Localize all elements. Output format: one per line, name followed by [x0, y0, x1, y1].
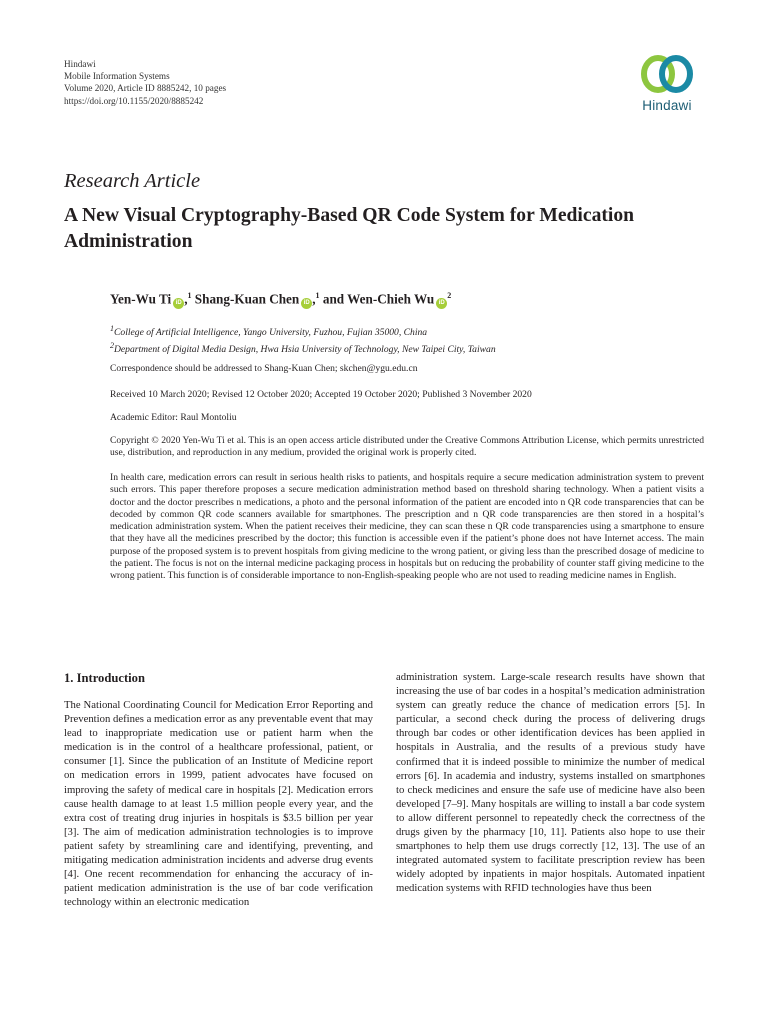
publication-dates: Received 10 March 2020; Revised 12 October 2020; Accepted 19 October 2020; Published 3 November 2020 — [110, 389, 532, 400]
affiliations — [110, 323, 496, 357]
logo-text: Hindawi — [642, 98, 692, 113]
paper-title: A New Visual Cryptography-Based QR Code System for Medication Administration — [64, 205, 635, 252]
copyright-notice: Copyright © 2020 Yen-Wu Ti et al. This is an open access article distributed under the Creative Commons Attribution License, which permits unrestricted use, distribution, and reproduction in any medium, provided the original work is properly cited. — [110, 435, 704, 459]
author-list: Yen-Wu Ti iD ,$^1$ Shang-Kuan Chen iD ,$^1$ and Wen-Chieh Wu $iD^2$ — [110, 291, 451, 309]
hindawi-logo — [630, 52, 704, 113]
journal-name: Mobile Information Systems — [64, 71, 170, 82]
orcid-icon[interactable]: iD — [301, 298, 312, 309]
affiliation: $^2$Department of Digital Media Design, Hwa Hsia University of Technology, New Taipei City, Taiwan — [110, 340, 496, 355]
publisher-name: Hindawi — [64, 59, 96, 69]
journal-header — [64, 58, 226, 107]
volume-info: Volume 2020, Article ID 8885242, 10 pages — [64, 83, 227, 94]
orcid-icon[interactable]: iD — [436, 298, 447, 309]
article-type: Research Article — [64, 170, 201, 192]
orcid-icon[interactable]: iD — [173, 298, 184, 309]
correspondence: Correspondence should be addressed to Shang-Kuan Chen; skchen@ygu.edu.cn — [110, 363, 418, 374]
body-column-right: administration system. Large-scale research results have shown that increasing the use of bar codes in a hospital’s medication administration system can greatly reduce the chance of medication errors [5]. In particular, a second check during the process of delivering drugs through bar codes or other identification devices has been applied in hospitals in Australia, and the results of a previous study have confirmed that it is indeed possible to minimize the number of medical errors [6]. In academia and industry, systems installed on smartphones to check medicines and ensure the safe use of medicine have also been developed [7–9]. Many hospitals are willing to install a bar code system to allow different personnel to repeatedly check the correctness of the drugs given by the pharmacy [10, 11]. Patients also hope to use their smartphones to help them use drugs correctly [12, 13]. The use of an integrated automated system to facilitate prescription review has been widely adopted by inpatients in major hospitals. Automated inpatient medication systems with RFID technologies have thus been — [396, 671, 705, 895]
author-name[interactable]: Yen-Wu Ti — [110, 291, 172, 307]
academic-editor: Academic Editor: Raul Montoliu — [110, 412, 237, 423]
affiliation: $^1$College of Artificial Intelligence, Yango University, Fuzhou, Fujian 35000, China — [110, 324, 428, 339]
author-name[interactable]: Wen-Chieh Wu — [347, 291, 435, 307]
author-name[interactable]: Shang-Kuan Chen — [194, 291, 300, 307]
abstract: In health care, medication errors can result in serious health risks to patients, and hospitals require a secure medication administration system to prevent such errors. This paper therefore proposes a secure medication administration method based on threshold sharing technology. When a patient visits a doctor and the doctor prescribes n medications, a photo and the personal information of the patient are encoded into n QR code transparencies that can be decoded by common QR code scanners available for smartphones. The prescription and n QR code transparencies are then stored in a hospital’s medication administration system. When the patient receives their medicine, they can scan these n QR code transparencies using a smartphone to ensure that they have all the medicines prescribed by the doctor; this function is accessible even if the patient’s phone does not have Internet access. The main purpose of the proposed system is to prevent hospitals from giving medicine to the wrong patient, or giving less than the prescribed dosage of medicine to the patient. The focus is not on the internal medicine packaging process in hospitals but on reducing the probability of counter staff giving medicine to the wrong patient. This function is of considerable importance to non-English-speaking people who are not used to reading medicine names in English. — [110, 472, 704, 582]
body-column-left: The National Coordinating Council for Medication Error Reporting and Prevention defines a medication error as any preventable event that may lead to inappropriate medication use or patient harm when the medication is in the control of a healthcare professional, patient, or consumer [1]. Since the publication of an Institute of Medicine report on medication errors in 1999, patient advocates have focused on improving the safety of medical care in hospitals [2]. Medication errors cause health damage to at least 1.5 million people every year, and the extra cost of treating drug injuries in hospitals is $3.5 billion per year [3]. The aim of medication administration technologies is to improve patient safety by streamlining care and identifying, preventing, and mitigating medication administration incidents and adverse drug events [4]. One recent recommendation for enhancing the accuracy of in-patient medication administration is the use of bar code verification technology within an electronic medication — [64, 699, 373, 909]
section-heading: 1. Introduction — [64, 671, 145, 685]
hindawi-rings-icon — [638, 52, 696, 96]
doi-link[interactable]: https://doi.org/10.1155/2020/8885242 — [64, 95, 204, 106]
